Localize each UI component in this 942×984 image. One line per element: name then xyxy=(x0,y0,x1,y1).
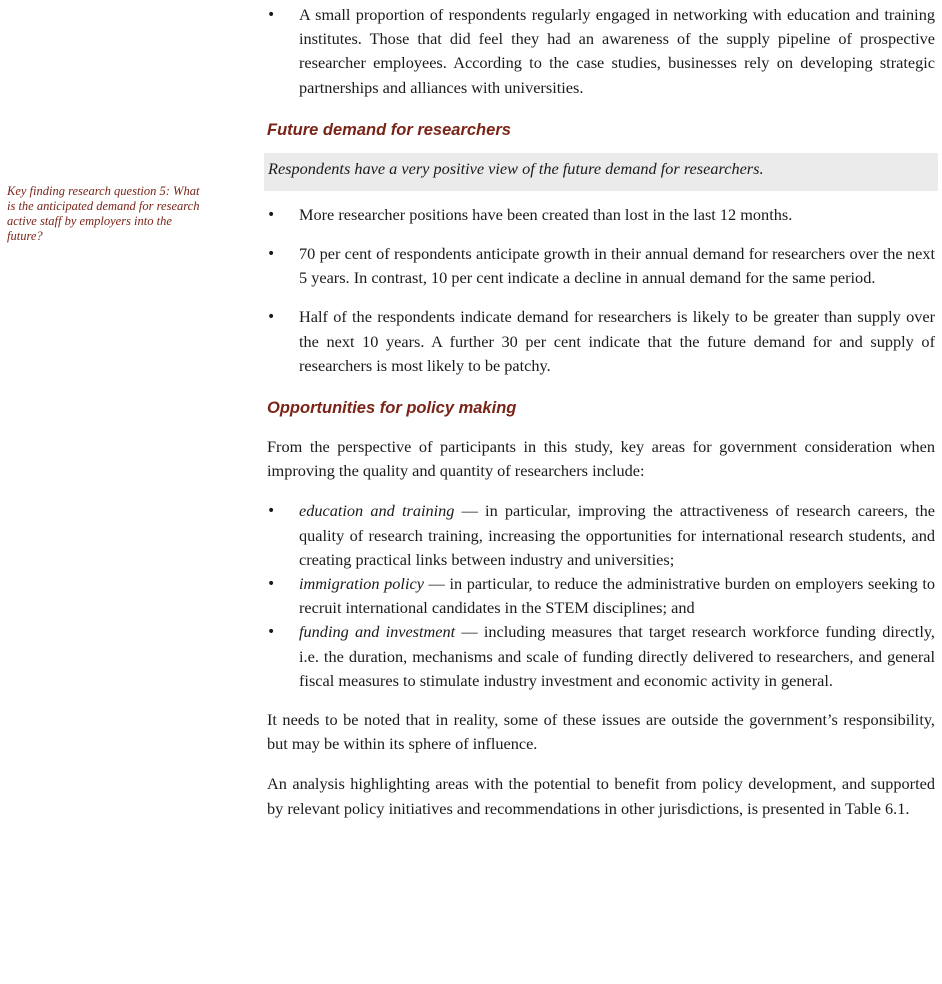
policy-areas-list xyxy=(267,499,935,693)
bullet-icon: • xyxy=(267,7,276,23)
section-heading-policy: Opportunities for policy making xyxy=(267,399,517,418)
policy-term: immigration policy xyxy=(299,574,424,594)
list-item xyxy=(267,242,935,290)
policy-description: — including measures that target research workforce funding directly, i.e. the duration, mechanisms and scale of funding directly delivered to researchers, and general fiscal measures to stimulate industry investment and economic activity in general. xyxy=(299,622,935,690)
list-item xyxy=(267,620,935,693)
policy-intro-paragraph: From the perspective of participants in this study, key areas for government consideration when improving the quality and quantity of researchers include: xyxy=(267,437,935,481)
future-demand-bullet-list xyxy=(267,203,935,378)
bullet-icon: • xyxy=(267,206,276,223)
key-finding-margin-note: Key finding research question 5: What is the anticipated demand for research active staff by employers into the future? xyxy=(7,184,200,243)
policy-description: — in particular, to reduce the administrative burden on employers seeking to recruit international candidates in the STEM disciplines; and xyxy=(299,574,935,618)
intro-bullet-list xyxy=(267,3,935,100)
finding-text: Respondents have a very positive view of the future demand for researchers. xyxy=(268,158,764,178)
list-item-text: Half of the respondents indicate demand for researchers is likely to be greater than supply over the next 10 years. A further 30 per cent indicate that the future demand for and supply of researchers is most likely to be patchy. xyxy=(299,307,935,375)
bullet-icon: • xyxy=(267,624,276,641)
list-item-text: A small proportion of respondents regularly engaged in networking with education and training institutes. Those that did feel they had an awareness of the supply pipeline of prospective researcher employees. According to the case studies, businesses rely on developing strategic partnerships and alliances with universities. xyxy=(299,5,935,97)
bullet-icon: • xyxy=(267,309,276,326)
policy-term: funding and investment xyxy=(299,622,456,642)
finding-highlight-box xyxy=(264,153,938,191)
list-item xyxy=(267,572,935,620)
list-item xyxy=(267,305,935,378)
list-item-text: More researcher positions have been created than lost in the last 12 months. xyxy=(299,204,793,224)
policy-description: — in particular, improving the attractiveness of research careers, the quality of research training, increasing the opportunities for international research students, and creating practical links between industry and universities; xyxy=(299,501,936,569)
policy-term: education and training xyxy=(299,501,455,521)
main-content xyxy=(267,0,935,821)
section-heading-future-demand: Future demand for researchers xyxy=(267,120,511,139)
responsibility-note-paragraph: It needs to be noted that in reality, some of these issues are outside the government’s responsibility, but may be within its sphere of influence. xyxy=(267,710,935,754)
list-item xyxy=(267,499,935,572)
bullet-icon: • xyxy=(267,246,276,263)
list-item-text: 70 per cent of respondents anticipate growth in their annual demand for researchers over the next 5 years. In contrast, 10 per cent indicate a decline in annual demand for the same period. xyxy=(299,244,935,288)
list-item xyxy=(267,203,935,227)
list-item xyxy=(267,3,935,100)
closing-paragraph: An analysis highlighting areas with the potential to benefit from policy development, and supported by relevant policy initiatives and recommendations in other jurisdictions, is presented in Table 6.1. xyxy=(267,774,935,818)
bullet-icon: • xyxy=(267,503,276,520)
bullet-icon: • xyxy=(267,576,276,593)
